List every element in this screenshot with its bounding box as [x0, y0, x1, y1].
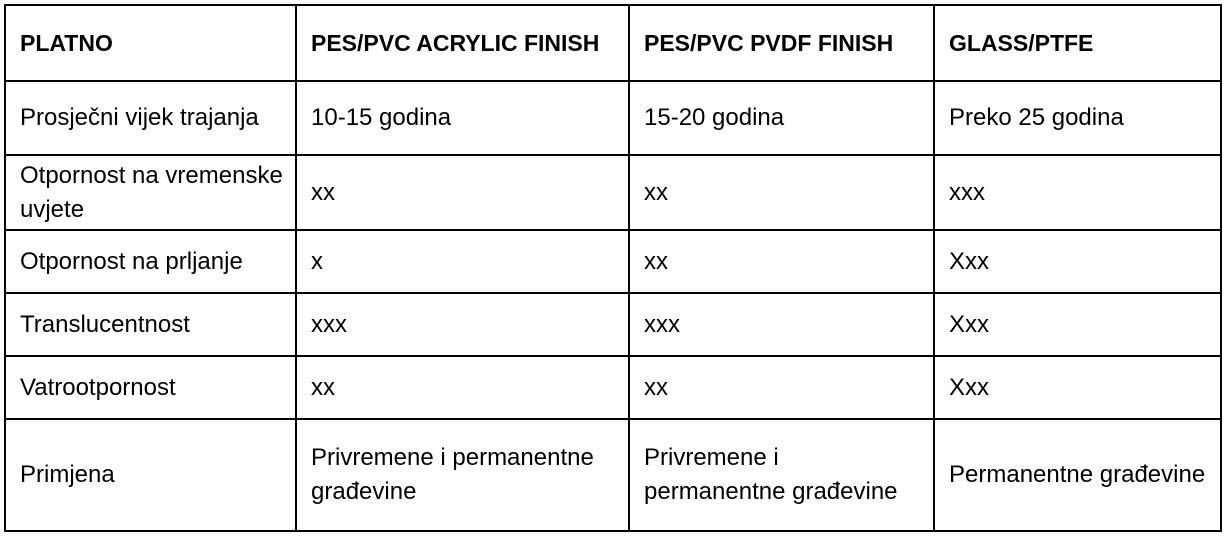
- table-row: [5, 419, 1221, 531]
- table-row: [5, 155, 1221, 230]
- row-label: Otpornost na prljanje: [5, 230, 296, 293]
- row-label: Prosječni vijek trajanja: [5, 81, 296, 155]
- table-row: [5, 230, 1221, 293]
- table-cell: xx: [629, 230, 934, 293]
- table-cell: xx: [296, 356, 629, 419]
- table-cell: 10-15 godina: [296, 81, 629, 155]
- table-cell: Privremene i permanentne građevine: [629, 419, 934, 531]
- table-cell: Xxx: [934, 230, 1221, 293]
- table-cell: Xxx: [934, 356, 1221, 419]
- row-label: Vatrootpornost: [5, 356, 296, 419]
- table-row: [5, 356, 1221, 419]
- table-cell: Permanentne građevine: [934, 419, 1221, 531]
- table-cell: xxx: [629, 293, 934, 356]
- header-glass-ptfe: GLASS/PTFE: [934, 5, 1221, 81]
- header-platno: PLATNO: [5, 5, 296, 81]
- row-label: Primjena: [5, 419, 296, 531]
- row-label: Translucentnost: [5, 293, 296, 356]
- row-label: Otpornost na vremenske uvjete: [5, 155, 296, 230]
- table-row: [5, 81, 1221, 155]
- table-header-row: [5, 5, 1221, 81]
- table-cell: xx: [629, 155, 934, 230]
- table-cell: Preko 25 godina: [934, 81, 1221, 155]
- table-cell: xxx: [934, 155, 1221, 230]
- table-cell: xx: [629, 356, 934, 419]
- header-pes-pvc-pvdf: PES/PVC PVDF FINISH: [629, 5, 934, 81]
- table-cell: Privremene i permanentne građevine: [296, 419, 629, 531]
- table-row: [5, 293, 1221, 356]
- table-cell: xx: [296, 155, 629, 230]
- table-cell: 15-20 godina: [629, 81, 934, 155]
- header-pes-pvc-acrylic: PES/PVC ACRYLIC FINISH: [296, 5, 629, 81]
- table-cell: xxx: [296, 293, 629, 356]
- comparison-table: [4, 4, 1222, 532]
- table-cell: Xxx: [934, 293, 1221, 356]
- table-cell: x: [296, 230, 629, 293]
